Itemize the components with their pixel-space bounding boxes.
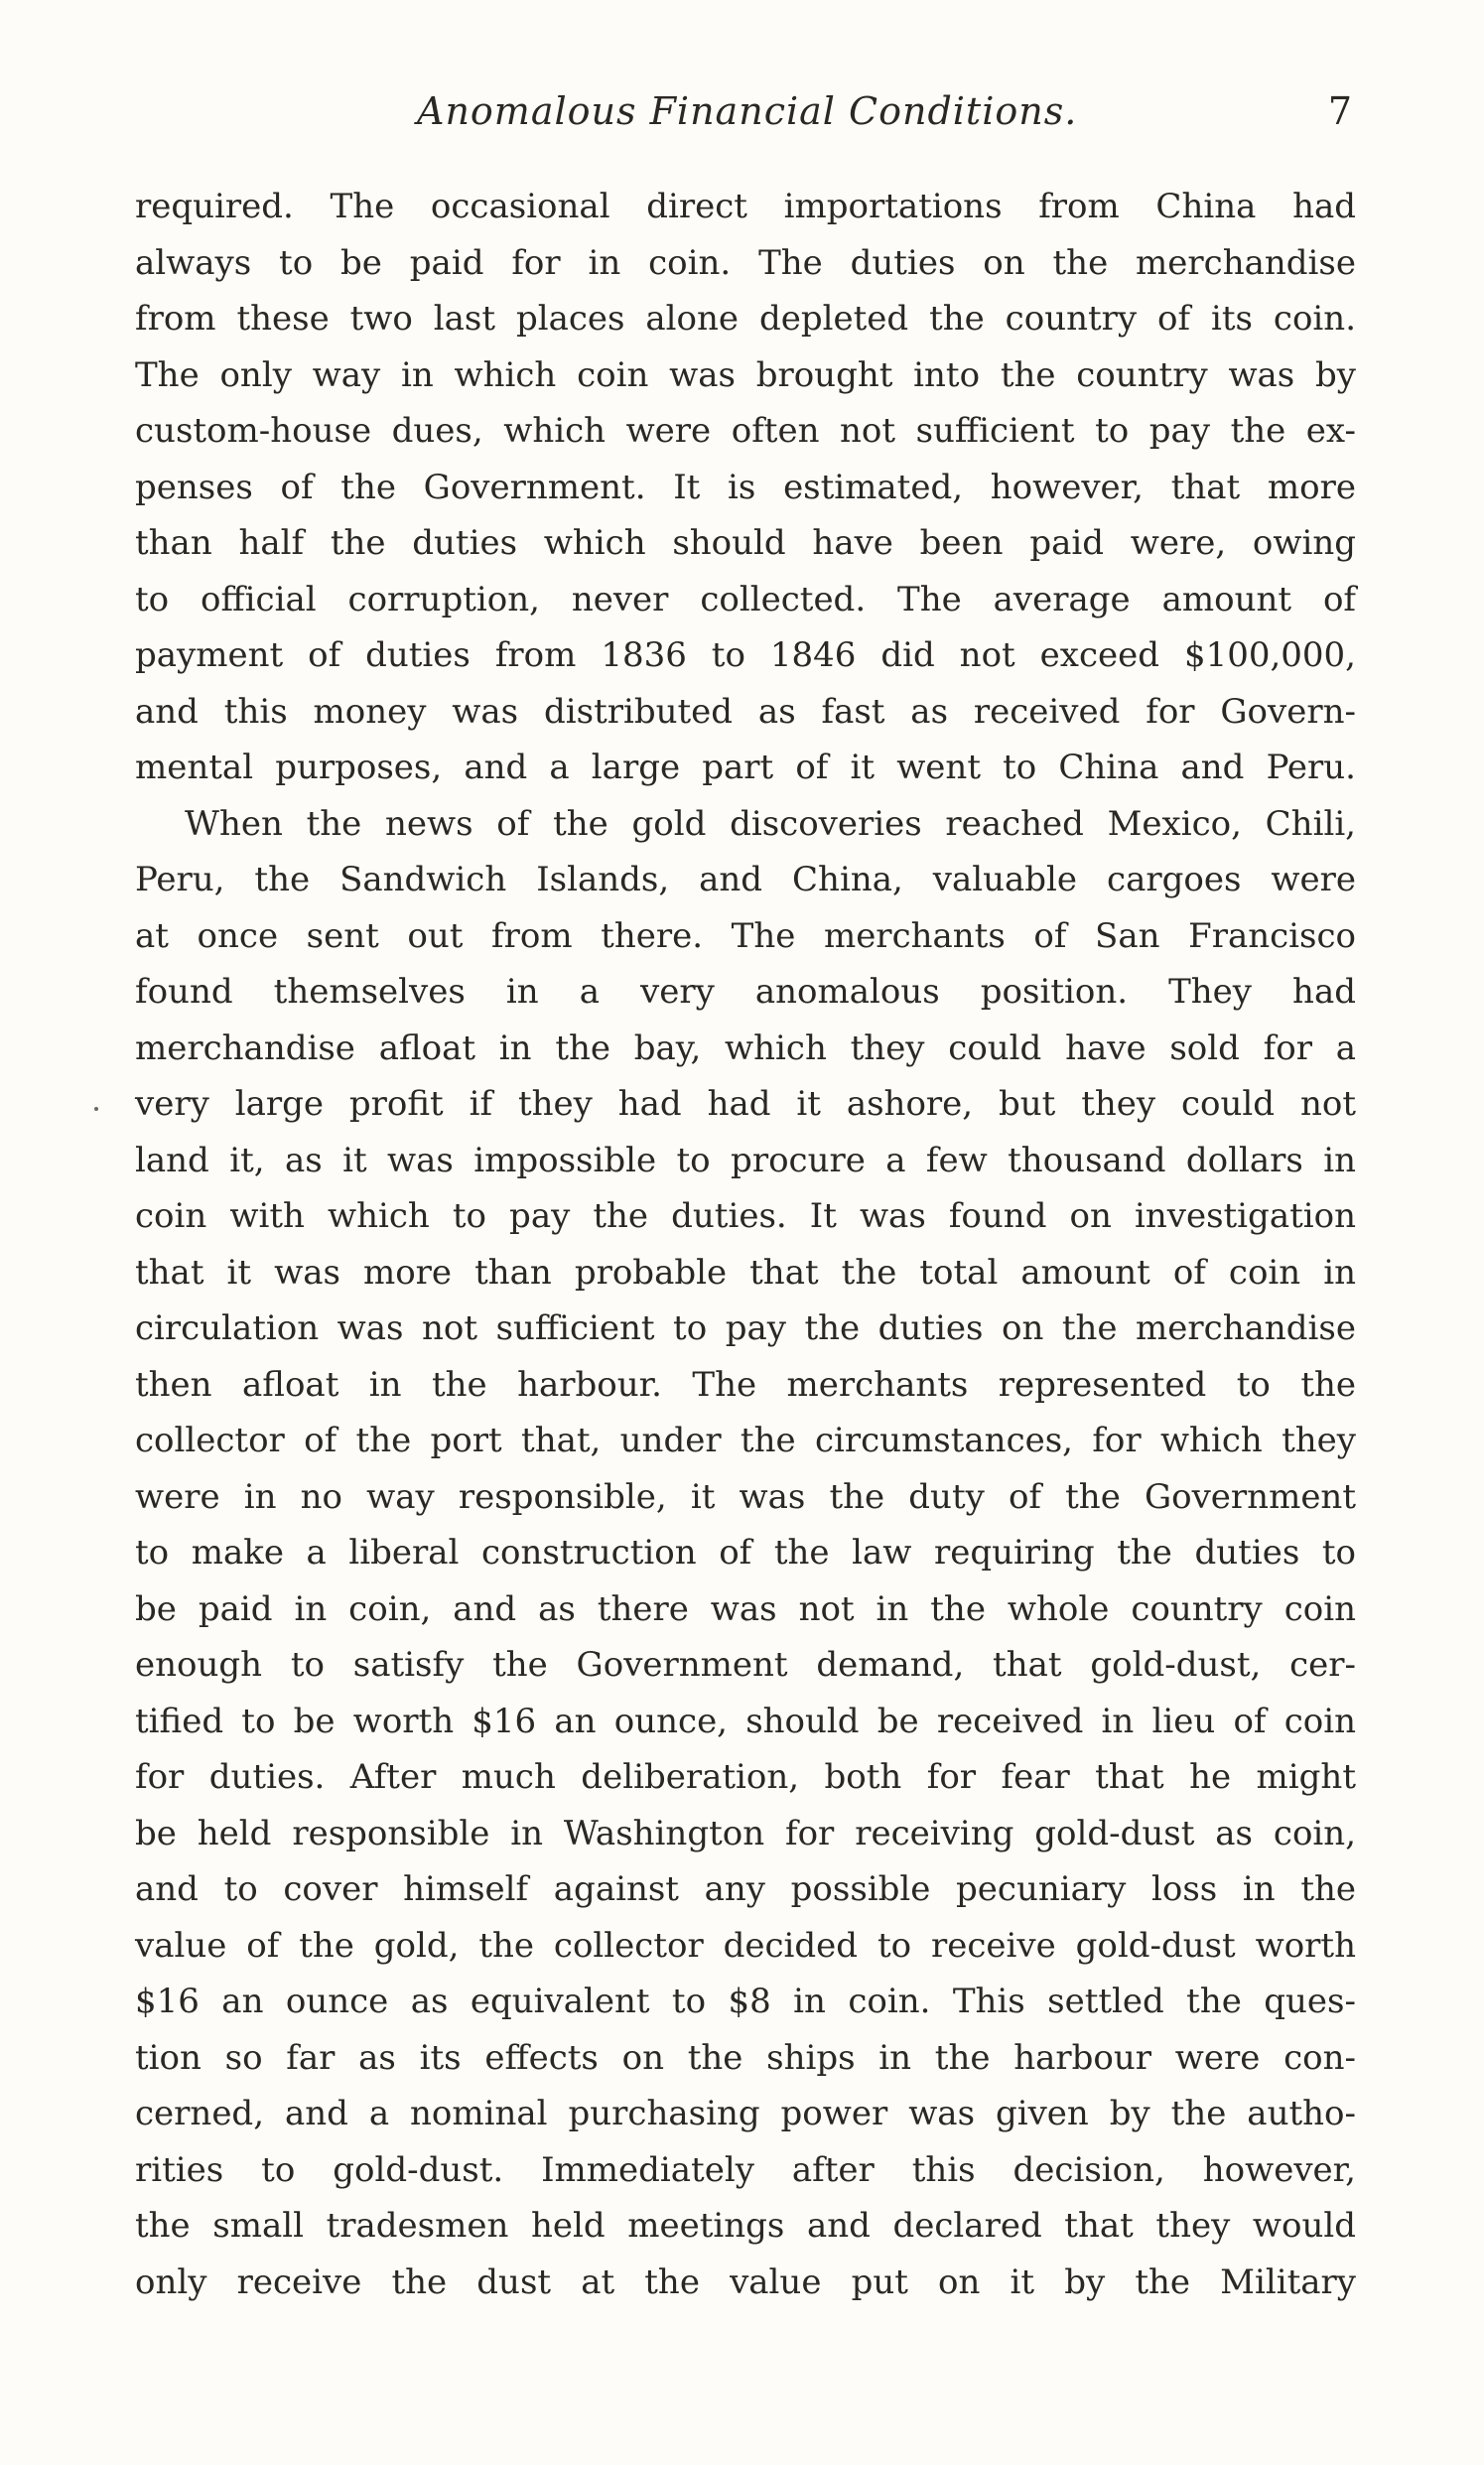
text-line: penses of the Government. It is estimated, however, that more bbox=[135, 467, 1356, 507]
text-line: to make a liberal construction of the law requiring the duties to bbox=[135, 1533, 1356, 1573]
text-line: tion so far as its effects on the ships in the harbour were con- bbox=[135, 2037, 1356, 2078]
text-line: custom-house dues, which were often not sufficient to pay the ex- bbox=[135, 411, 1356, 451]
text-line: circulation was not sufficient to pay the duties on the merchandise bbox=[135, 1308, 1356, 1348]
text-line: land it, as it was impossible to procure a few thousand dollars in bbox=[135, 1140, 1356, 1180]
text-line: found themselves in a very anomalous position. They had bbox=[135, 972, 1356, 1012]
running-head bbox=[131, 87, 1352, 147]
text-line: at once sent out from there. The merchants of San Francisco bbox=[135, 915, 1356, 956]
text-line: value of the gold, the collector decided to receive gold-dust worth bbox=[135, 1925, 1356, 1966]
text-line: mental purposes, and a large part of it went to China and Peru. bbox=[135, 748, 1356, 787]
text-line: from these two last places alone depleted the country of its coin. bbox=[135, 299, 1356, 339]
text-line: merchandise afloat in the bay, which they could have sold for a bbox=[135, 1027, 1356, 1068]
text-line: and to cover himself against any possible pecuniary loss in the bbox=[135, 1869, 1356, 1909]
running-head-title: Anomalous Financial Conditions. bbox=[417, 89, 1078, 133]
text-line: required. The occasional direct importations from China had bbox=[135, 187, 1356, 226]
text-line: then afloat in the harbour. The merchants represented to the bbox=[135, 1364, 1356, 1405]
text-line: for duties. After much deliberation, both for fear that he might bbox=[135, 1757, 1356, 1797]
body-text bbox=[135, 179, 1356, 2310]
text-line: The only way in which coin was brought into the country was by bbox=[135, 354, 1356, 395]
text-line: and this money was distributed as fast as received for Govern- bbox=[135, 691, 1356, 732]
page-number: 7 bbox=[1327, 89, 1352, 133]
text-line: very large profit if they had had it ashore, but they could not bbox=[135, 1084, 1356, 1124]
text-line: Peru, the Sandwich Islands, and China, valuable cargoes were bbox=[135, 860, 1356, 899]
text-line: the small tradesmen held meetings and declared that they would bbox=[135, 2206, 1356, 2246]
text-line: tified to be worth $16 an ounce, should be received in lieu of coin bbox=[135, 1701, 1356, 1741]
text-line: than half the duties which should have been paid were, owing bbox=[135, 523, 1356, 563]
text-line: $16 an ounce as equivalent to $8 in coin. This settled the ques- bbox=[135, 1982, 1356, 2021]
margin-speck bbox=[94, 1107, 98, 1111]
text-line: always to be paid for in coin. The duties on the merchandise bbox=[135, 242, 1356, 283]
text-line: to official corruption, never collected. The average amount of bbox=[135, 579, 1356, 619]
paragraph-start-line: When the news of the gold discoveries reached Mexico, Chili, bbox=[185, 803, 1356, 844]
text-line: only receive the dust at the value put on it by the Military bbox=[135, 2261, 1356, 2302]
text-line: cerned, and a nominal purchasing power was given by the autho- bbox=[135, 2094, 1356, 2133]
text-line: that it was more than probable that the total amount of coin in bbox=[135, 1252, 1356, 1293]
text-line: enough to satisfy the Government demand, that gold-dust, cer- bbox=[135, 1645, 1356, 1685]
text-line: be held responsible in Washington for receiving gold-dust as coin, bbox=[135, 1813, 1356, 1853]
text-line: coin with which to pay the duties. It was found on investigation bbox=[135, 1196, 1356, 1236]
text-line: collector of the port that, under the circumstances, for which they bbox=[135, 1421, 1356, 1460]
text-line: were in no way responsible, it was the duty of the Government bbox=[135, 1476, 1356, 1517]
text-line: be paid in coin, and as there was not in the whole country coin bbox=[135, 1588, 1356, 1629]
text-line: payment of duties from 1836 to 1846 did not exceed $100,000, bbox=[135, 635, 1356, 675]
text-line: rities to gold-dust. Immediately after this decision, however, bbox=[135, 2149, 1356, 2190]
